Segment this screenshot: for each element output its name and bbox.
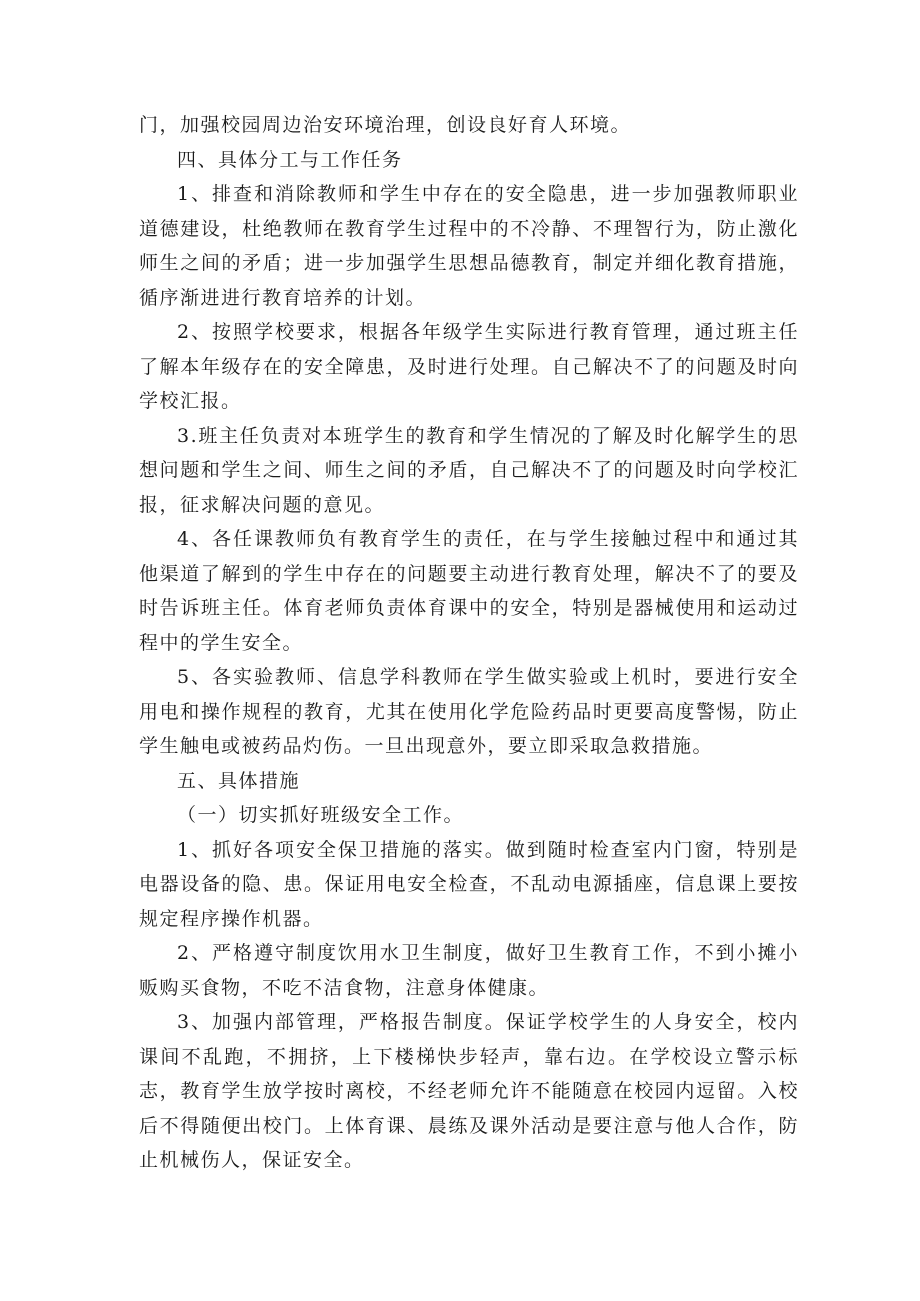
paragraph-task-5: 5、各实验教师、信息学科教师在学生做实验或上机时，要进行安全用电和操作规程的教育，尤其在使用化学危险药品时更要高度警惕，防止学生触电或被药品灼伤。一旦出现意外，要立即采取急救措施。	[139, 666, 799, 757]
paragraph-measure-1: 1、抓好各项安全保卫措施的落实。做到随时检查室内门窗，特别是电器设备的隐、患。保证用电安全检查，不乱动电源插座，信息课上要按规定程序操作机器。	[139, 838, 799, 930]
paragraph-task-4: 4、各任课教师负有教育学生的责任，在与学生接触过程中和通过其他渠道了解到的学生中存在的问题要主动进行教育处理，解决不了的要及时告诉班主任。体育老师负责体育课中的安全，特别是器械使用和运动过程中的学生安全。	[139, 528, 799, 654]
paragraph-task-1: 1、排查和消除教师和学生中存在的安全隐患，进一步加强教师职业道德建设，杜绝教师在教育学生过程中的不冷静、不理智行为，防止激化师生之间的矛盾；进一步加强学生思想品德教育，制定并细化教育措施，循序渐进进行教育培养的计划。	[139, 183, 799, 309]
paragraph-measure-2: 2、严格遵守制度饮用水卫生制度，做好卫生教育工作，不到小摊小贩购买食物，不吃不洁食物，注意身体健康。	[139, 942, 799, 999]
paragraph-task-2: 2、按照学校要求，根据各年级学生实际进行教育管理，通过班主任了解本年级存在的安全障患，及时进行处理。自己解决不了的问题及时向学校汇报。	[139, 321, 799, 412]
paragraph-measure-3: 3、加强内部管理，严格报告制度。保证学校学生的人身安全，校内课间不乱跑，不拥挤，上下楼梯快步轻声，靠右边。在学校设立警示标志，教育学生放学按时离校，不经老师允许不能随意在校园内逗留。入校后不得随便出校门。上体育课、晨练及课外活动是要注意与他人合作，防止机械伤人，保证安全。	[139, 1011, 799, 1171]
section-heading-5: 五、具体措施	[177, 769, 301, 792]
paragraph-task-3: 3.班主任负责对本班学生的教育和学生情况的了解及时化解学生的思想问题和学生之间、师生之间的矛盾，自己解决不了的问题及时向学校汇报，征求解决问题的意见。	[139, 424, 799, 516]
subsection-heading-1: （一）切实抓好班级安全工作。	[177, 804, 465, 826]
paragraph-continuation: 门，加强校园周边治安环境治理，创设良好育人环境。	[139, 114, 632, 136]
document-body	[139, 108, 799, 1178]
section-heading-4: 四、具体分工与工作任务	[177, 148, 403, 171]
